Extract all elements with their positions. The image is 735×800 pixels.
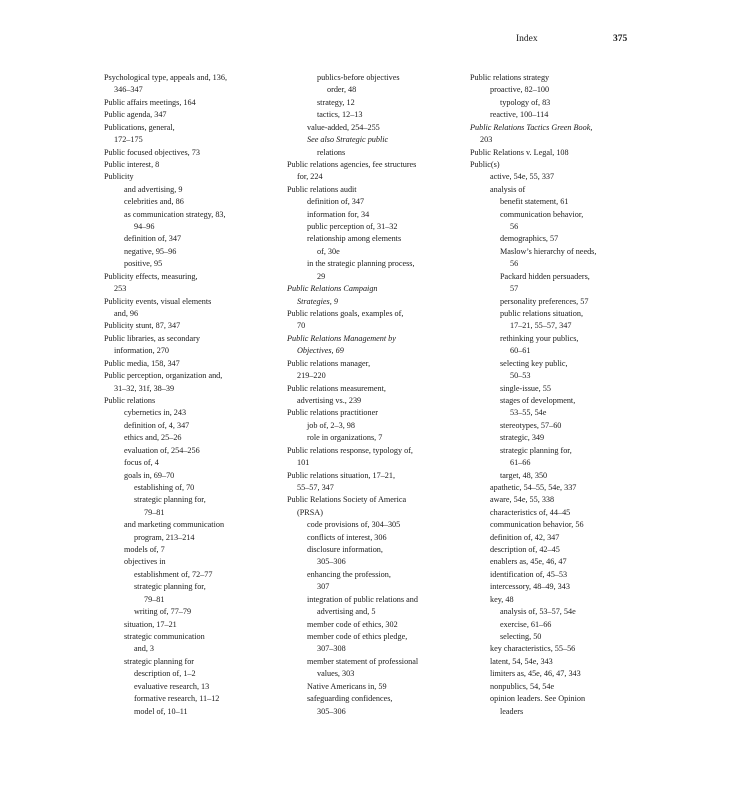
index-entry: opinion leaders. See Opinion <box>490 694 586 704</box>
index-entry: 53–55, 54e <box>510 408 547 418</box>
index-entry: for, 224 <box>297 172 323 182</box>
index-entry: 305–306 <box>317 557 346 567</box>
index-entry: proactive, 82–100 <box>490 85 550 95</box>
index-entry: and advertising, 9 <box>124 184 183 194</box>
index-entry: strategic communication <box>124 631 205 641</box>
index-entry: aware, 54e, 55, 338 <box>490 495 555 505</box>
index-entry: Public relations measurement, <box>287 383 386 393</box>
index-entry: 60–61 <box>510 346 531 356</box>
index-entry: communication behavior, 56 <box>490 520 584 530</box>
index-entry: 61–66 <box>510 458 531 468</box>
index-entry: as communication strategy, 83, <box>124 209 226 219</box>
index-entry: Public relations manager, <box>287 358 371 368</box>
index-entry: definition of, 42, 347 <box>490 532 560 542</box>
index-entry: strategic planning for <box>124 656 195 666</box>
index-entry: Packard hidden persuaders, <box>500 271 590 281</box>
index-entry: 172–175 <box>114 135 143 145</box>
index-entry: Public perception, organization and, <box>104 371 223 381</box>
index-entry: value-added, 254–255 <box>307 122 380 132</box>
index-entry: evaluative research, 13 <box>134 681 210 691</box>
index-entry: Objectives, 69 <box>297 346 344 356</box>
index-entry: relations <box>317 147 346 157</box>
index-entry: publics-before objectives <box>317 73 400 82</box>
index-entry: key characteristics, 55–56 <box>490 644 576 654</box>
index-entry: advertising vs., 239 <box>297 395 362 405</box>
index-entry: selecting, 50 <box>500 631 542 641</box>
index-entry: Public relations practitioner <box>287 408 378 418</box>
index-entry: stereotypes, 57–60 <box>500 420 562 430</box>
index-entry: order, 48 <box>327 85 357 95</box>
index-entry: latent, 54, 54e, 343 <box>490 656 553 666</box>
index-entry: strategic planning for, <box>500 445 572 455</box>
index-entry: Publicity effects, measuring, <box>104 271 198 281</box>
index-entry: relationship among elements <box>307 234 402 244</box>
index-entry: model of, 10–11 <box>134 706 188 716</box>
index-entry: Public focused objectives, 73 <box>104 147 200 157</box>
index-column-2 <box>287 72 459 718</box>
index-entry: 307 <box>317 582 330 592</box>
index-entry: Public Relations Campaign <box>287 284 378 294</box>
index-entry: member code of ethics, 302 <box>307 619 398 629</box>
index-entry: and, 3 <box>134 644 155 654</box>
index-entry: 56 <box>510 222 519 232</box>
index-entry: Public relations <box>104 395 156 405</box>
index-entry: strategic, 349 <box>500 433 545 443</box>
running-header <box>0 34 735 48</box>
index-entry: definition of, 4, 347 <box>124 420 190 430</box>
index-entry: and, 96 <box>114 309 139 319</box>
index-entry: analysis of <box>490 184 526 194</box>
index-entry: Public libraries, as secondary <box>104 333 200 343</box>
index-entry: limiters as, 45e, 46, 47, 343 <box>490 669 581 679</box>
index-entry: 253 <box>114 284 127 294</box>
index-entry: typology of, 83 <box>500 97 551 107</box>
index-entry: Public affairs meetings, 164 <box>104 97 196 107</box>
index-entry: enhancing the profession, <box>307 569 391 579</box>
index-entry: Public relations situation, 17–21, <box>287 470 396 480</box>
index-entry: safeguarding confidences, <box>307 694 393 704</box>
index-entry: Public agenda, 347 <box>104 110 167 120</box>
index-entry: 70 <box>297 321 306 331</box>
index-entry: rethinking your publics, <box>500 333 579 343</box>
index-entry: values, 303 <box>317 669 355 679</box>
index-entry: 56 <box>510 259 519 269</box>
index-entry: 17–21, 55–57, 347 <box>510 321 572 331</box>
page-number: 375 <box>613 34 628 44</box>
index-entry: of, 30e <box>317 246 340 256</box>
index-entry: demographics, 57 <box>500 234 559 244</box>
index-entry: Public relations strategy <box>470 73 550 82</box>
index-entry: nonpublics, 54, 54e <box>490 681 555 691</box>
index-entry: formative research, 11–12 <box>134 694 220 704</box>
index-entry: description of, 1–2 <box>134 669 196 679</box>
index-entry: Public relations audit <box>287 184 357 194</box>
index-entry: 346–347 <box>114 85 143 95</box>
index-entry: 307–308 <box>317 644 346 654</box>
index-entry: apathetic, 54–55, 54e, 337 <box>490 482 577 492</box>
index-entry: Strategies, 9 <box>297 296 338 306</box>
index-entry: Native Americans in, 59 <box>307 681 387 691</box>
index-entry: information, 270 <box>114 346 170 356</box>
index-entry: public relations situation, <box>500 309 583 319</box>
index-entry: reactive, 100–114 <box>490 110 549 120</box>
index-entry: characteristics of, 44–45 <box>490 507 571 517</box>
index-entry: strategic planning for, <box>134 495 206 505</box>
index-entry: 79–81 <box>144 507 165 517</box>
index-entry: information for, 34 <box>307 209 370 219</box>
index-entry: Publications, general, <box>104 122 175 132</box>
index-entry: exercise, 61–66 <box>500 619 552 629</box>
index-entry: models of, 7 <box>124 545 165 555</box>
index-entry: 101 <box>297 458 310 468</box>
index-entry: positive, 95 <box>124 259 163 269</box>
index-entry: description of, 42–45 <box>490 545 560 555</box>
index-entry: intercessory, 48–49, 343 <box>490 582 570 592</box>
index-entry: enablers as, 45e, 46, 47 <box>490 557 567 567</box>
index-entry: 50–53 <box>510 371 531 381</box>
index-entry: Maslow’s hierarchy of needs, <box>500 246 597 256</box>
index-entry: leaders <box>500 706 524 716</box>
index-entry: establishment of, 72–77 <box>134 569 213 579</box>
index-entry: Public Relations Tactics Green Book, <box>470 122 593 132</box>
index-entry: public perception of, 31–32 <box>307 222 398 232</box>
index-entry: identification of, 45–53 <box>490 569 568 579</box>
index-entry: Publicity events, visual elements <box>104 296 212 306</box>
index-entry: communication behavior, <box>500 209 584 219</box>
index-entry: strategy, 12 <box>317 97 355 107</box>
index-entry: Public Relations v. Legal, 108 <box>470 147 569 157</box>
index-entry: job of, 2–3, 98 <box>307 420 355 430</box>
index-entry: 29 <box>317 271 326 281</box>
index-column-3 <box>470 72 642 718</box>
index-entry: Public relations response, typology of, <box>287 445 413 455</box>
index-entry: analysis of, 53–57, 54e <box>500 607 576 617</box>
index-entry: See also Strategic public <box>307 135 389 145</box>
index-entry: in the strategic planning process, <box>307 259 415 269</box>
index-entry: objectives in <box>124 557 166 567</box>
index-entry: member code of ethics pledge, <box>307 631 408 641</box>
index-entry: target, 48, 350 <box>500 470 548 480</box>
index-entry: cybernetics in, 243 <box>124 408 187 418</box>
index-entry: integration of public relations and <box>307 594 418 604</box>
index-entry: Public relations goals, examples of, <box>287 309 404 319</box>
index-entry: Public relations agencies, fee structures <box>287 159 417 169</box>
index-entry: 94–96 <box>134 222 155 232</box>
index-column-1 <box>104 72 276 718</box>
index-entry: program, 213–214 <box>134 532 195 542</box>
running-header-title: Index <box>516 34 538 44</box>
index-entry: situation, 17–21 <box>124 619 177 629</box>
index-entry: writing of, 77–79 <box>134 607 192 617</box>
index-entry: celebrities and, 86 <box>124 197 184 207</box>
index-entry: 219–220 <box>297 371 326 381</box>
index-entry: 79–81 <box>144 594 165 604</box>
index-entry: code provisions of, 304–305 <box>307 520 401 530</box>
index-entry: selecting key public, <box>500 358 568 368</box>
index-entry: key, 48 <box>490 594 514 604</box>
index-entry: 203 <box>480 135 493 145</box>
index-entry: 57 <box>510 284 519 294</box>
index-entry: Public media, 158, 347 <box>104 358 180 368</box>
index-entry: stages of development, <box>500 395 576 405</box>
index-entry: conflicts of interest, 306 <box>307 532 387 542</box>
index-entry: negative, 95–96 <box>124 246 177 256</box>
index-entry: (PRSA) <box>297 507 323 517</box>
index-entry: 31–32, 31f, 38–39 <box>114 383 175 393</box>
index-entry: 55–57, 347 <box>297 482 334 492</box>
index-entry: Public Relations Management by <box>287 333 396 343</box>
index-entry: goals in, 69–70 <box>124 470 175 480</box>
index-entry: Public interest, 8 <box>104 159 160 169</box>
index-entry: focus of, 4 <box>124 458 159 468</box>
index-entry: definition of, 347 <box>124 234 182 244</box>
index-entry: 305–306 <box>317 706 346 716</box>
index-entry: Publicity <box>104 172 134 182</box>
index-entry: advertising and, 5 <box>317 607 376 617</box>
index-entry: and marketing communication <box>124 520 225 530</box>
index-entry: single-issue, 55 <box>500 383 551 393</box>
index-entry: Psychological type, appeals and, 136, <box>104 73 228 82</box>
index-entry: active, 54e, 55, 337 <box>490 172 555 182</box>
index-entry: Publicity stunt, 87, 347 <box>104 321 181 331</box>
index-entry: definition of, 347 <box>307 197 365 207</box>
index-entry: Public(s) <box>470 159 500 169</box>
index-entry: Public Relations Society of America <box>287 495 407 505</box>
index-entry: ethics and, 25–26 <box>124 433 182 443</box>
index-entry: role in organizations, 7 <box>307 433 383 443</box>
index-entry: tactics, 12–13 <box>317 110 363 120</box>
index-entry: disclosure information, <box>307 545 383 555</box>
index-entry: member statement of professional <box>307 656 419 666</box>
index-entry: benefit statement, 61 <box>500 197 569 207</box>
index-entry: personality preferences, 57 <box>500 296 589 306</box>
index-entry: establishing of, 70 <box>134 482 195 492</box>
index-entry: strategic planning for, <box>134 582 206 592</box>
index-entry: evaluation of, 254–256 <box>124 445 200 455</box>
